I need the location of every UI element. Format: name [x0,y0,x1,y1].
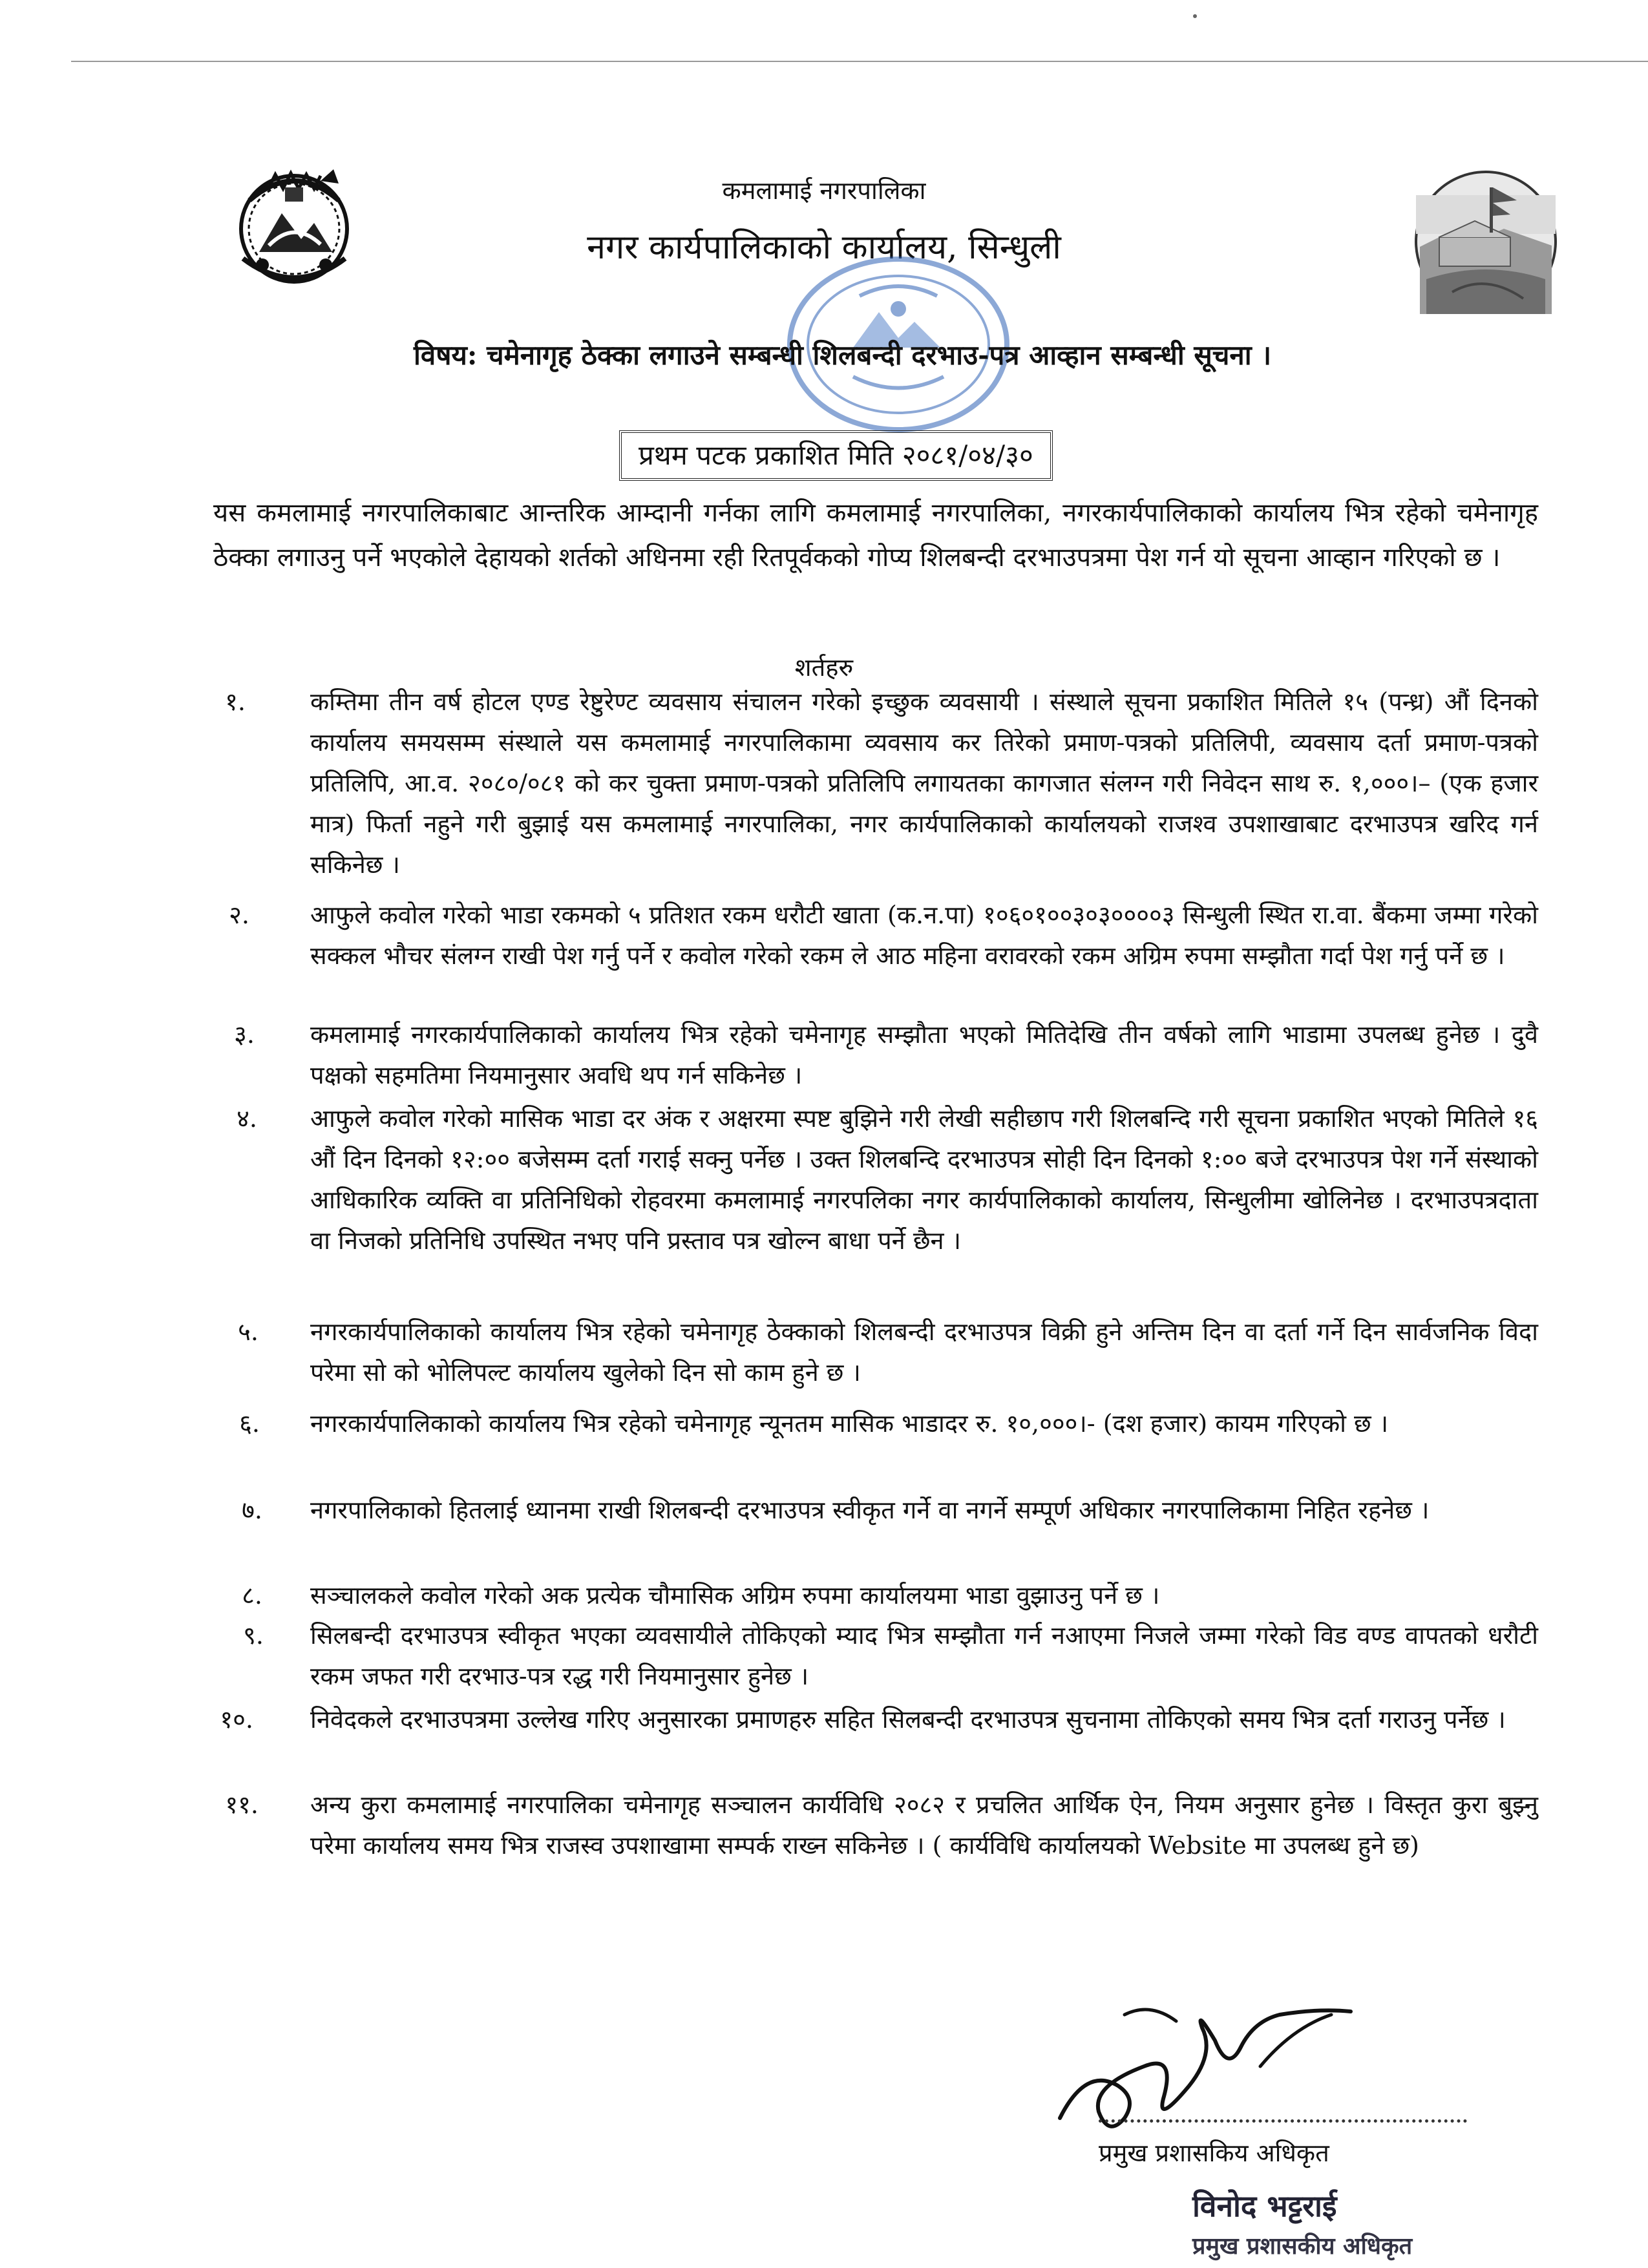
municipality-name: कमलामाई नगरपालिका [722,176,926,205]
condition-text: अन्य कुरा कमलामाई नगरपालिका चमेनागृह सञ्चालन कार्यविधि २०८२ र प्रचलित आर्थिक ऐन, नियम अनुसार हुनेछ । विस्तृत कुरा बुझ्नु परेमा कार्यालय समय भित्र राजस्व उपशाखामा सम्पर्क राख्न सकिनेछ । ( कार्यविधि कार्यालयको Website मा उपलब्ध हुने छ) [310,1790,1538,1860]
condition-text: कमलामाई नगरकार्यपालिकाको कार्यालय भित्र रहेको चमेनागृह सम्झौता भएको मितिदेखि तीन वर्षको लागि भाडामा उपलब्ध हुनेछ । दुवै पक्षको सहमतिमा नियमानुसार अवधि थप गर्न सकिनेछ । [310,1020,1538,1089]
condition-number: ५. [238,1318,259,1346]
condition-number: ३. [234,1020,255,1049]
condition-text: आफुले कवोल गरेको भाडा रकमको ५ प्रतिशत रकम धरौटी खाता (क.न.पा) १०६०१००३०३००००३ सिन्धुली स्थित रा.वा. बैंकमा जम्मा गरेको सक्कल भौचर संलग्न राखी पेश गर्नु पर्ने र कवोल गरेको रकम ले आठ महिना वरावरको रकम अग्रिम रुपमा सम्झौता गर्दा पेश गर्नु पर्ने छ । [310,901,1538,970]
condition-text: नगरकार्यपालिकाको कार्यालय भित्र रहेको चमेनागृह ठेक्काको शिलबन्दी दरभाउपत्र विक्री हुने अन्तिम दिन वा दर्ता गर्ने दिन सार्वजनिक विदा परेमा सो को भोलिपल्ट कार्यालय खुलेको दिन सो काम हुने छ । [310,1318,1538,1387]
condition-text: नगरकार्यपालिकाको कार्यालय भित्र रहेको चमेनागृह न्यूनतम मासिक भाडादर रु. १०,०००।- (दश हजार) कायम गरिएको छ । [310,1409,1389,1438]
condition-text: कम्तिमा तीन वर्ष होटल एण्ड रेष्टुरेण्ट व्यवसाय संचालन गरेको इच्छुक व्यवसायी । संस्थाले सूचना प्रकाशित मितिले १५ (पन्ध्र) औं दिनको कार्यालय समयसम्म संस्थाले यस कमलामाई नगरपालिकामा व्यवसाय कर तिरेको प्रमाण-पत्रको प्रतिलिपी, व्यवसाय दर्ता प्रमाण-पत्रको प्रतिलिपि, आ.व. २०८०/०८१ को कर चुक्ता प्रमाण-पत्रको प्रतिलिपि लगायतका कागजात संलग्न गरी निवेदन साथ रु. १,०००।– (एक हजार मात्र) फिर्ता नहुने गरी बुझाई यस कमलामाई नगरपालिका, नगर कार्यपालिकाको कार्यालयको राजश्व उपशाखाबाट दरभाउपत्र खरिद गर्न सकिनेछ । [310,688,1538,879]
condition-text: सिलबन्दी दरभाउपत्र स्वीकृत भएका व्यवसायीले तोकिएको म्याद भित्र सम्झौता गर्न नआएमा निजले जम्मा गरेको विड वण्ड वापतको धरौटी रकम जफत गरी दरभाउ-पत्र रद्ध गरी नियमानुसार हुनेछ । [310,1621,1538,1690]
terms-heading: शर्तहरु [794,653,854,682]
condition-number: ८. [242,1581,262,1610]
condition-number: ७. [242,1496,262,1524]
condition-text: सञ्चालकले कवोल गरेको अक प्रत्येक चौमासिक अग्रिम रुपमा कार्यालयमा भाडा वुझाउनु पर्ने छ । [310,1581,1160,1610]
top-rule [71,61,1648,62]
office-title: नगर कार्यपालिकाको कार्यालय, सिन्धुली [587,228,1061,267]
publication-date-box: प्रथम पटक प्रकाशित मिति २०८१/०४/३० [619,430,1053,481]
condition-text: निवेदकले दरभाउपत्रमा उल्लेख गरिए अनुसारका प्रमाणहरु सहित सिलबन्दी दरभाउपत्र सुचनामा तोकिएको समय भित्र दर्ता गराउनु पर्नेछ । [310,1705,1506,1734]
scan-speck [1193,14,1197,18]
condition-number: ६. [239,1409,260,1438]
condition-number: ११. [225,1790,259,1819]
signature-line [1099,2119,1467,2123]
condition-text: नगरपालिकाको हितलाई ध्यानमा राखी शिलबन्दी दरभाउपत्र स्वीकृत गर्ने वा नगर्ने सम्पूर्ण अधिकार नगरपालिकामा निहित रहनेछ । [310,1496,1430,1524]
condition-text: आफुले कवोल गरेको मासिक भाडा दर अंक र अक्षरमा स्पष्ट बुझिने गरी लेखी सहीछाप गरी शिलबन्दि गरी सूचना प्रकाशित भएको मितिले १६ औं दिन दिनको १२:०० बजेसम्म दर्ता गराई सक्नु पर्नेछ । उक्त शिलबन्दि दरभाउपत्र सोही दिन दिनको १:०० बजे दरभाउपत्र पेश गर्ने संस्थाको आधिकारिक व्यक्ति वा प्रतिनिधिको रोहवरमा कमलामाई नगरपलिका नगर कार्यपालिकाको कार्यालय, सिन्धुलीमा खोलिनेछ । दरभाउपत्रदाता वा निजको प्रतिनिधि उपस्थित नभए पनि प्रस्ताव पत्र खोल्न बाधा पर्ने छैन । [310,1104,1538,1255]
signatory-designation: प्रमुख प्रशासकिय अधिकृत [1099,2139,1329,2167]
condition-number: २. [229,901,249,929]
signatory-title-stamp: प्रमुख प्रशासकीय अधिकृत [1192,2232,1413,2260]
signatory-name-stamp: विनोद भट्टराई [1192,2189,1337,2223]
condition-number: ४. [237,1104,257,1133]
condition-number: ९. [243,1621,264,1650]
condition-number: १०. [220,1705,253,1734]
condition-number: १. [225,688,246,716]
intro-paragraph: यस कमलामाई नगरपालिकाबाट आन्तरिक आम्दानी गर्नका लागि कमलामाई नगरपालिका, नगरकार्यपालिकाको कार्यालय भित्र रहेको चमेनागृह ठेक्का लगाउनु पर्ने भएकोले देहायको शर्तको अधिनमा रही रितपूर्वकको गोप्य शिलबन्दी दरभाउपत्रमा पेश गर्न यो सूचना आव्हान गरिएको छ । [213,498,1538,572]
notice-subject: विषय: चमेनागृह ठेक्का लगाउने सम्बन्धी शिलबन्दी दरभाउ-पत्र आव्हान सम्बन्धी सूचना । [414,339,1272,371]
